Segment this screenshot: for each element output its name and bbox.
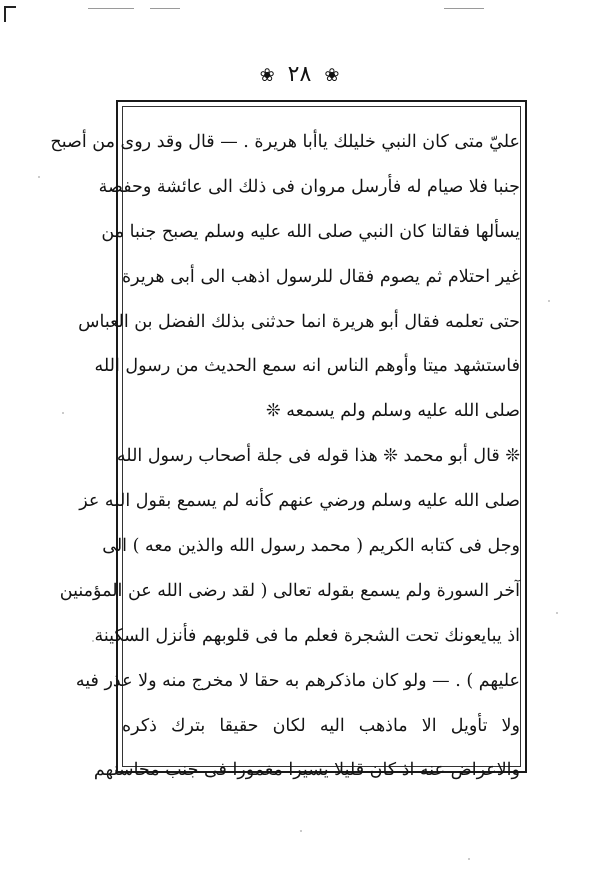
text-line: صلى الله عليه وسلم ورضي عنهم كأنه لم يسمع بقول الله عز: [79, 491, 520, 512]
flower-ornament-icon: ❀: [259, 65, 275, 86]
text-line: اذ يبايعونك تحت الشجرة فعلم ما فى قلوبهم فأنزل السكينة: [94, 625, 520, 646]
scan-rule: [88, 8, 134, 9]
text-line: ❊ قال أبو محمد ❊ هذا قوله فى جلة أصحاب رسول الله: [116, 446, 520, 467]
scan-speck: [468, 858, 470, 860]
corner-crop-mark: [4, 6, 16, 22]
text-line: آخر السورة ولم يسمع بقوله تعالى ( لقد رضى الله عن المؤمنين: [59, 580, 520, 601]
scan-speck: [556, 612, 558, 614]
page-number-header: [0, 62, 599, 87]
scan-speck: [92, 640, 94, 642]
scan-rule: [150, 8, 180, 9]
scan-rule: [444, 8, 484, 9]
flower-ornament-icon: ❀: [324, 65, 340, 86]
text-line: وجل فى كتابه الكريم ( محمد رسول الله والذين معه ) الى: [102, 536, 520, 557]
text-line: عليهم ) . — ولو كان ماذكرهم به حقا لا مخرج منه ولا عذر فيه: [75, 670, 520, 691]
page-number: ٢٨: [287, 62, 312, 87]
text-line: والاعراض عنه اذ كان قليلا يسيرا مغمورا فى جنب محاسنهم: [93, 760, 520, 781]
text-line: عليّ متى كان النبي خليلك ياأبا هريرة . — قال وقد روى من أصبح: [50, 132, 520, 152]
text-line: صلى الله عليه وسلم ولم يسمعه ❊: [266, 401, 520, 422]
text-line: حتى تعلمه فقال أبو هريرة انما حدثنى بذلك الفضل بن العباس: [78, 311, 520, 332]
text-line: ولا تأويل الا ماذهب اليه لكان حقيقا بترك ذكره: [122, 715, 520, 736]
text-line: غير احتلام ثم يصوم فقال للرسول اذهب الى أبى هريرة: [122, 266, 520, 287]
scan-speck: [38, 176, 40, 178]
text-line: يسألها فقالتا كان النبي صلى الله عليه وسلم يصبح جنبا من: [101, 221, 520, 242]
text-line: فاستشهد ميتا وأوهم الناس انه سمع الحديث من رسول الله: [94, 356, 520, 377]
text-body: [50, 120, 520, 793]
scan-speck: [548, 300, 550, 302]
scan-speck: [300, 830, 302, 832]
text-line: جنبا فلا صيام له فأرسل مروان فى ذلك الى عائشة وحفصة: [98, 176, 520, 197]
scan-speck: [62, 412, 64, 414]
